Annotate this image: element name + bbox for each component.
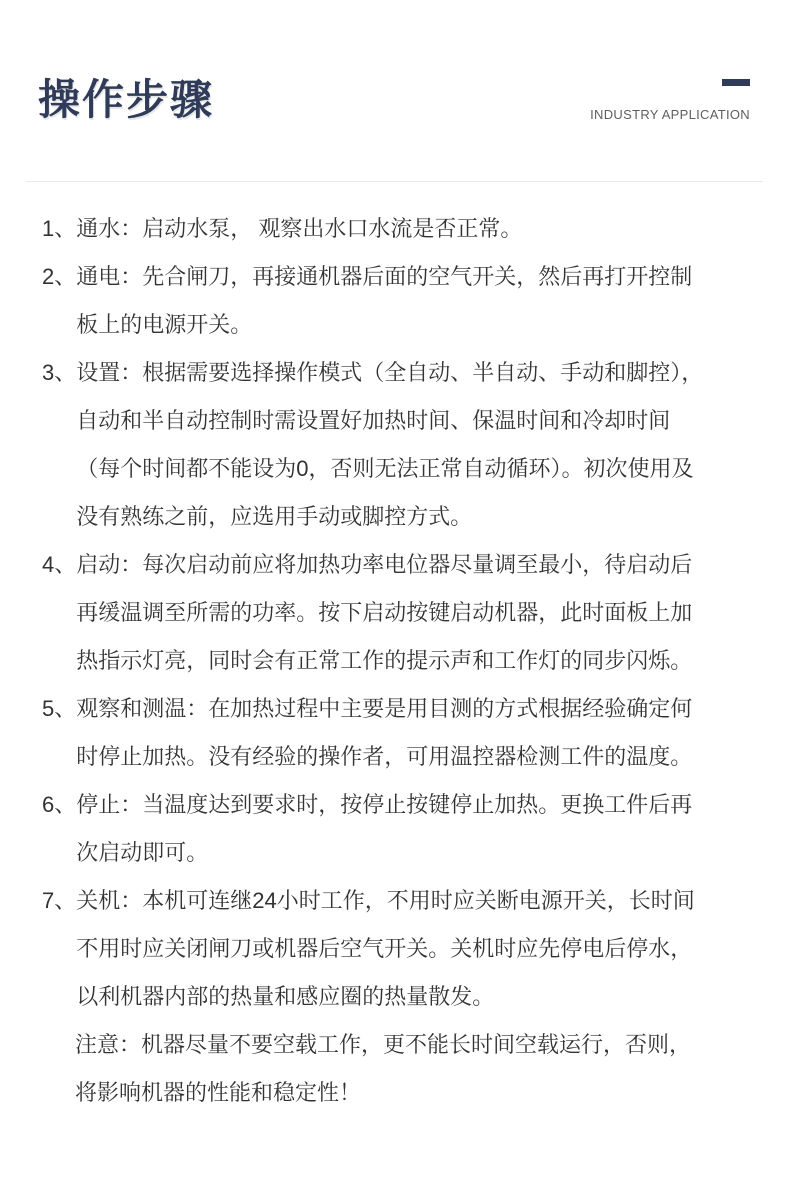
step-text	[76, 253, 750, 349]
step-text-line: 通电：先合闸刀，再接通机器后面的空气开关，然后再打开控制	[76, 264, 693, 289]
step-text-line: 启动：每次启动前应将加热功率电位器尽量调至最小，待启动后	[76, 552, 693, 577]
header	[0, 0, 790, 122]
page-title: 操作步骤	[38, 76, 215, 123]
note-text	[75, 1021, 750, 1117]
step-item-3	[42, 349, 750, 541]
step-number: 1、	[42, 216, 77, 241]
step-text-line: 板上的电源开关。	[76, 312, 253, 337]
step-number: 7、	[42, 888, 77, 913]
header-subtitle: INDUSTRY APPLICATION	[590, 107, 750, 122]
note-item	[42, 1021, 750, 1117]
step-number: 2、	[42, 264, 77, 289]
step-text	[76, 781, 750, 877]
step-number: 6、	[42, 792, 77, 817]
step-text-line: 热指示灯亮，同时会有正常工作的提示声和工作灯的同步闪烁。	[76, 648, 693, 673]
step-number: 3、	[42, 360, 77, 385]
step-item-5	[42, 685, 750, 781]
step-text-line: 以利机器内部的热量和感应圈的热量散发。	[76, 984, 495, 1009]
step-text-line: （每个时间都不能设为0，否则无法正常自动循环）。初次使用及	[76, 456, 694, 481]
step-item-7	[42, 877, 750, 1021]
accent-bar	[722, 79, 750, 86]
step-text-line: 不用时应关闭闸刀或机器后空气开关。关机时应先停电后停水，	[76, 936, 693, 961]
step-text-line: 自动和半自动控制时需设置好加热时间、保温时间和冷却时间	[76, 408, 671, 433]
step-text-line: 停止：当温度达到要求时，按停止按键停止加热。更换工件后再	[76, 792, 693, 817]
step-text	[76, 877, 750, 1021]
note-text-line: 将影响机器的性能和稳定性！	[75, 1080, 362, 1105]
step-item-2	[42, 253, 750, 349]
step-item-1	[42, 205, 750, 253]
step-text-line: 观察和测温：在加热过程中主要是用目测的方式根据经验确定何	[76, 696, 693, 721]
step-text	[76, 541, 750, 685]
divider	[26, 181, 763, 182]
step-text-line: 没有熟练之前，应选用手动或脚控方式。	[76, 504, 473, 529]
step-text-line: 通水：启动水泵， 观察出水口水流是否正常。	[76, 216, 523, 241]
step-item-6	[42, 781, 750, 877]
step-text-line: 时停止加热。没有经验的操作者，可用温控器检测工件的温度。	[76, 744, 693, 769]
step-text-line: 次启动即可。	[76, 840, 209, 865]
step-number: 4、	[42, 552, 77, 577]
step-text	[76, 205, 750, 253]
step-text-line: 再缓温调至所需的功率。按下启动按键启动机器，此时面板上加	[76, 600, 693, 625]
step-text	[76, 349, 750, 541]
note-text-line: 注意：机器尽量不要空载工作，更不能长时间空载运行，否则，	[75, 1032, 692, 1057]
step-text-line: 关机：本机可连继24小时工作，不用时应关断电源开关，长时间	[76, 888, 695, 913]
step-item-4	[42, 541, 750, 685]
step-number: 5、	[42, 696, 77, 721]
step-text	[76, 685, 750, 781]
step-text-line: 设置：根据需要选择操作模式（全自动、半自动、手动和脚控），	[76, 360, 704, 385]
header-accent-block	[590, 78, 750, 122]
steps-list	[42, 205, 750, 1117]
